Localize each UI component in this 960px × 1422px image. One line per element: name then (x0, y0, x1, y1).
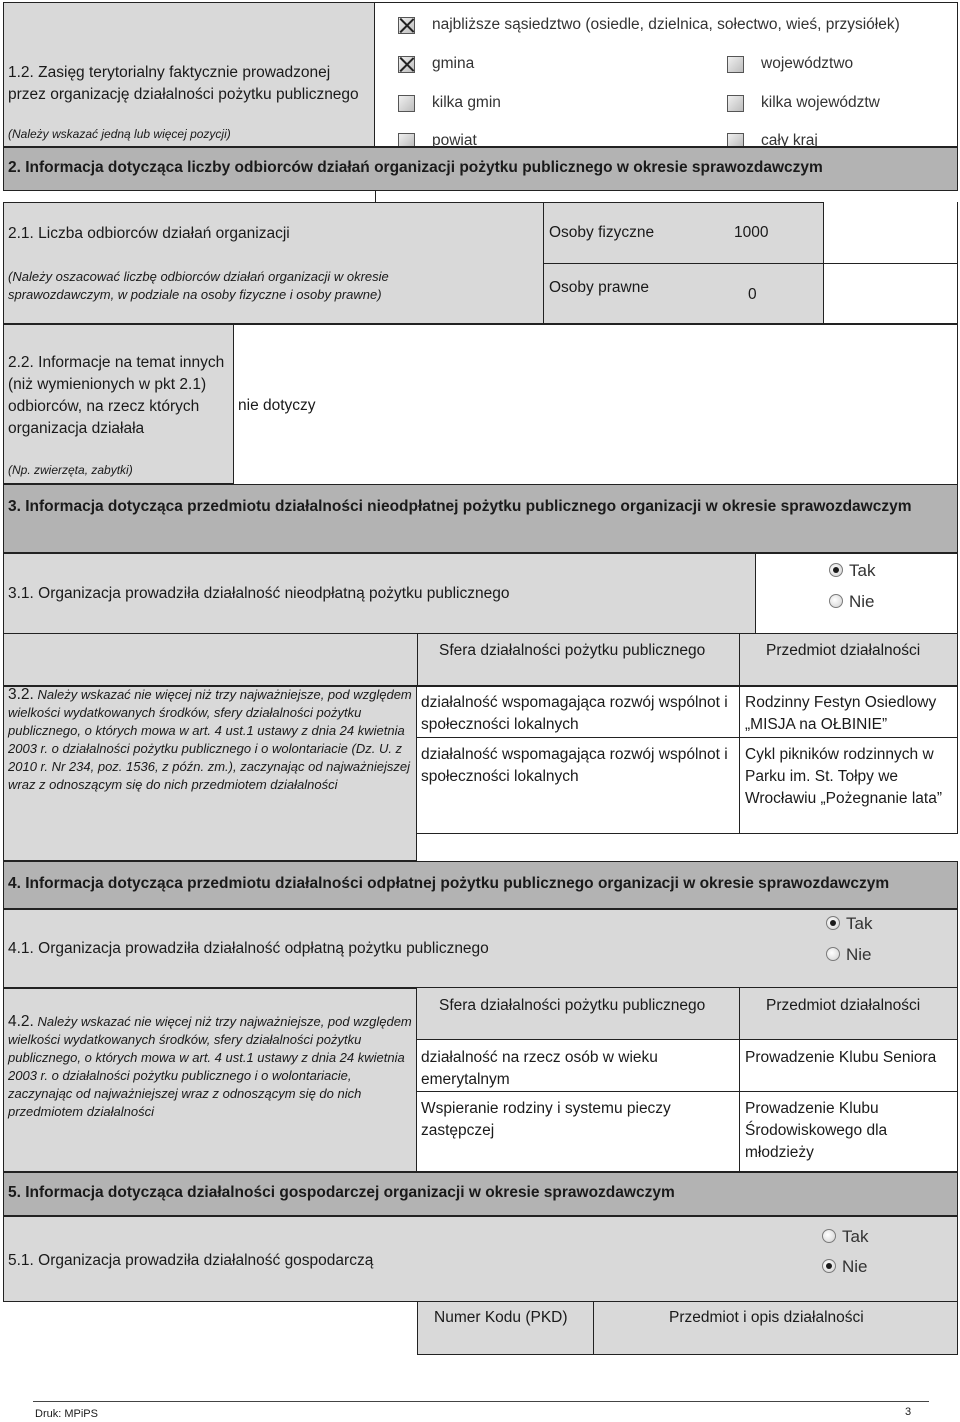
osoby-prawne-value[interactable]: 0 (748, 286, 757, 303)
s12-option-checkbox-4[interactable] (727, 95, 744, 112)
s12-option-checkbox-6[interactable] (727, 133, 744, 146)
s31-tak-radio[interactable] (829, 563, 843, 577)
s42-row-1-divider (739, 1091, 740, 1172)
s51-tak-radio[interactable] (822, 1229, 836, 1243)
s32-text: Należy wskazać nie więcej niż trzy najważniejsze, pod względem wielkości wydatkowanych środków, sfery działalności pożytku publicznego, o których mowa w art. 4 ust.1 ustawy z dnia 24 kwietnia 2003 r. o działalności pożytku publicznego i o wolontariacie (Dz. U. z 2010 r. Nr 234, poz. 1536, z późn. zm.), zaczynając od najważniejszej wraz z odnoszącym się do nich przedmiotem działalności (8, 687, 412, 792)
s21-hint: (Należy oszacować liczbę odbiorców działań organizacji w okresie sprawozdawczym, w podziale na osoby fizyczne i osoby prawne) (8, 269, 389, 302)
s12-option-label-4: kilka województw (761, 94, 880, 111)
s21-right-border (957, 202, 958, 264)
s52-col-pkd: Numer Kodu (PKD) (434, 1309, 568, 1326)
osoby-prawne-label: Osoby prawne (549, 279, 649, 296)
s32-row-1-sfera[interactable]: działalność wspomagająca rozwój wspólnot i społeczności lokalnych (421, 746, 728, 785)
s32-row-0-sfera[interactable]: działalność wspomagająca rozwój wspólnot i społeczności lokalnych (421, 694, 728, 733)
s22-label: 2.2. Informacje na temat innych (niż wymienionych w pkt 2.1) odbiorców, na rzecz których organizacja działała (8, 354, 225, 437)
s32-num: 3.2. (8, 686, 34, 703)
s42-col-divider (739, 988, 740, 1040)
s3-header-text: 3. Informacja dotycząca przedmiotu działalności nieodpłatnej pożytku publicznego organizacji w okresie sprawozdawczym (8, 498, 912, 515)
s31-label: 3.1. Organizacja prowadziła działalność nieodpłatną pożytku publicznego (8, 585, 510, 602)
s22-value-cell (233, 324, 958, 484)
s12-hint: (Należy wskazać jedną lub więcej pozycji) (8, 127, 231, 141)
s42-row-1-sfera[interactable]: Wspieranie rodziny i systemu pieczy zastępczej (421, 1100, 671, 1139)
s42-row-0-przedmiot[interactable]: Prowadzenie Klubu Seniora (745, 1049, 937, 1066)
s42-row-0-divider (739, 1040, 740, 1092)
s52-col-divider (593, 1302, 594, 1355)
s41-label: 4.1. Organizacja prowadziła działalność odpłatną pożytku publicznego (8, 940, 489, 957)
s32-row-0-przedmiot[interactable]: Rodzinny Festyn Osiedlowy „MISJA na OŁBINIE” (745, 694, 937, 733)
s22-hint: (Np. zwierzęta, zabytki) (8, 463, 133, 477)
s2-header-stub (375, 191, 376, 202)
s41-tak-label: Tak (846, 914, 873, 933)
s32-col-sfera-divider (417, 634, 418, 686)
s32-col-przedmiot-divider (739, 634, 740, 686)
osoby-fizyczne-label: Osoby fizyczne (549, 224, 655, 241)
s42-num: 4.2. (8, 1013, 34, 1030)
s12-option-label-5: powiat (432, 132, 477, 147)
s12-option-label-2: województwo (761, 55, 854, 72)
s3-header (3, 484, 958, 553)
s12-option-checkbox-1[interactable] (398, 56, 415, 73)
s42-col-sfera: Sfera działalności pożytku publicznego (439, 997, 706, 1014)
s21-label-cell (3, 202, 544, 324)
s12-option-checkbox-3[interactable] (398, 95, 415, 112)
s52-col-opis: Przedmiot i opis działalności (669, 1309, 864, 1326)
s12-option-label-1: gmina (432, 55, 475, 72)
s12-option-checkbox-0[interactable] (398, 17, 415, 34)
s2-header-text: 2. Informacja dotycząca liczby odbiorców działań organizacji pożytku publicznego w okresie sprawozdawczym (8, 159, 823, 176)
osoby-prawne-value-cell (823, 263, 958, 324)
s42-col-przedmiot: Przedmiot działalności (766, 997, 921, 1014)
s51-tak-label: Tak (842, 1227, 869, 1246)
s32-row-1-przedmiot[interactable]: Cykl pikników rodzinnych w Parku im. St. Tołpy we Wrocławiu „Pożegnanie lata” (745, 746, 943, 807)
s12-label: 1.2. Zasięg terytorialny faktycznie prowadzonej przez organizację działalności pożytku publicznego (8, 64, 359, 103)
s32-text-block (8, 686, 416, 794)
s31-nie-label: Nie (849, 592, 875, 611)
s32-col-sfera: Sfera działalności pożytku publicznego (439, 642, 706, 659)
s42-text: Należy wskazać nie więcej niż trzy najważniejsze, pod względem wielkości wydatkowanych środków, sfery działalności pożytku publicznego, o których mowa w art. 4 ust.1 ustawy z dnia 24 kwietnia 2003 r. o działalności pożytku publicznego i o wolontariacie, zaczynając od najważniejszej wraz z odnoszącym się do nich przedmiotem działalności (8, 1014, 412, 1119)
footer-page: 3 (905, 1406, 912, 1418)
s41-nie-radio[interactable] (826, 947, 840, 961)
s42-row-1-przedmiot[interactable]: Prowadzenie Klubu Środowiskowego dla młodzieży (745, 1100, 888, 1161)
s32-row-1-divider (739, 737, 740, 834)
s22-value[interactable]: nie dotyczy (238, 397, 316, 414)
s32-col-przedmiot: Przedmiot działalności (766, 642, 921, 659)
s21-label: 2.1. Liczba odbiorców działań organizacji (8, 225, 290, 242)
s32-row-0-divider (739, 686, 740, 738)
s41-tak-radio[interactable] (826, 916, 840, 930)
s51-nie-label: Nie (842, 1257, 868, 1276)
osoby-fizyczne-value[interactable]: 1000 (734, 224, 769, 241)
s51-label: 5.1. Organizacja prowadziła działalność gospodarczą (8, 1252, 374, 1269)
s5-header-text: 5. Informacja dotycząca działalności gospodarczej organizacji w okresie sprawozdawczym (8, 1184, 675, 1201)
s12-option-checkbox-5[interactable] (398, 133, 415, 146)
s42-text-block (8, 1013, 416, 1121)
s51-nie-radio[interactable] (822, 1259, 836, 1273)
s12-option-checkbox-2[interactable] (727, 56, 744, 73)
s42-row-0-sfera[interactable]: działalność na rzecz osób w wieku emerytalnym (421, 1049, 658, 1088)
s4-header-text: 4. Informacja dotycząca przedmiotu działalności odpłatnej pożytku publicznego organizacji w okresie sprawozdawczym (8, 875, 890, 892)
s31-nie-radio[interactable] (829, 594, 843, 608)
s12-option-label-0: najbliższe sąsiedztwo (osiedle, dzielnica, sołectwo, wieś, przysiółek) (432, 16, 900, 33)
footer-rule (33, 1401, 929, 1402)
s31-tak-label: Tak (849, 561, 876, 580)
s12-option-label-3: kilka gmin (432, 94, 501, 111)
s41-nie-label: Nie (846, 945, 872, 964)
footer-left: Druk: MPiPS (35, 1408, 98, 1420)
s12-option-label-6: cały kraj (761, 132, 818, 147)
